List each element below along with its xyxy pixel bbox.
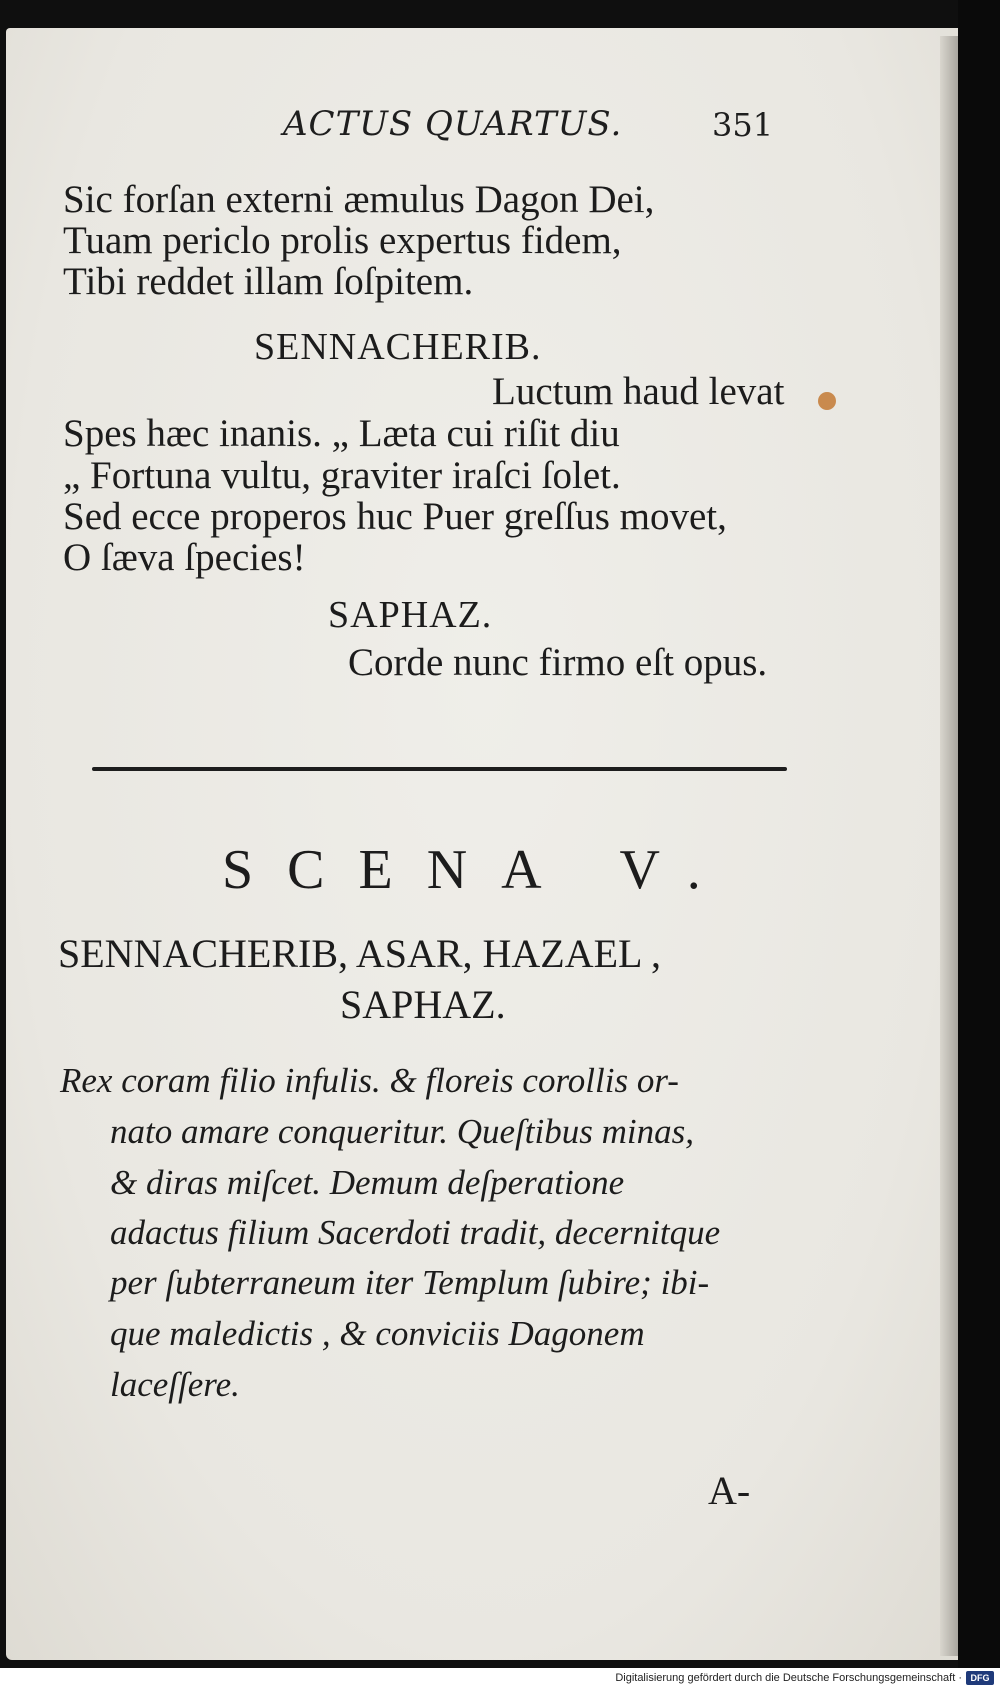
page-number: 351 [712,106,774,144]
dramatis-personae: SENNACHERIB, ASAR, HAZAEL , [58,931,661,976]
speaker-name: SAPHAZ. [328,594,493,636]
verse-line: Spes hæc inanis. „ Læta cui riſit diu [63,412,620,455]
stage-direction-line: nato amare conqueritur. Queſtibus minas, [110,1112,694,1151]
digitization-credit: Digitalisierung gefördert durch die Deutsche Forschungsgemeinschaft · [615,1672,962,1684]
stage-direction-line: laceſſere. [110,1365,240,1404]
verse-line: O ſæva ſpecies! [63,536,306,579]
stage-direction-line: & diras miſcet. Demum deſperatione [110,1163,625,1202]
verse-line: Tibi reddet illam ſoſpitem. [63,260,474,303]
running-head: ACTUS QUARTUS. [283,104,623,144]
speaker-name: SENNACHERIB. [254,326,542,368]
dramatis-personae: SAPHAZ. [340,982,506,1027]
verse-line: Luctum haud levat [492,370,785,413]
verse-line: Corde nunc firmo eſt opus. [348,641,768,684]
catchword: A- [708,1468,751,1513]
section-rule [92,767,787,771]
stage-direction-line: adactus filium Sacerdoti tradit, decernitque [110,1213,721,1252]
paper-stain [818,392,836,410]
stage-direction-line: per ſubterraneum iter Templum ſubire; ibi- [110,1263,710,1302]
scan-right-edge [958,0,1000,1668]
stage-direction-line: que maledictis , & conviciis Dagonem [110,1314,645,1353]
verse-line: „ Fortuna vultu, graviter iraſci ſolet. [63,454,621,497]
verse-line: Tuam periclo prolis expertus fidem, [63,219,622,262]
scene-title: SCENA V. [222,839,735,901]
verse-line: Sic forſan externi æmulus Dagon Dei, [63,178,655,221]
verse-line: Sed ecce properos huc Puer greſſus movet, [63,495,727,538]
page-fore-edge [940,36,958,1656]
stage-direction-line: Rex coram filio infulis. & floreis corollis or- [60,1061,679,1100]
dfg-logo: DFG [966,1671,994,1685]
